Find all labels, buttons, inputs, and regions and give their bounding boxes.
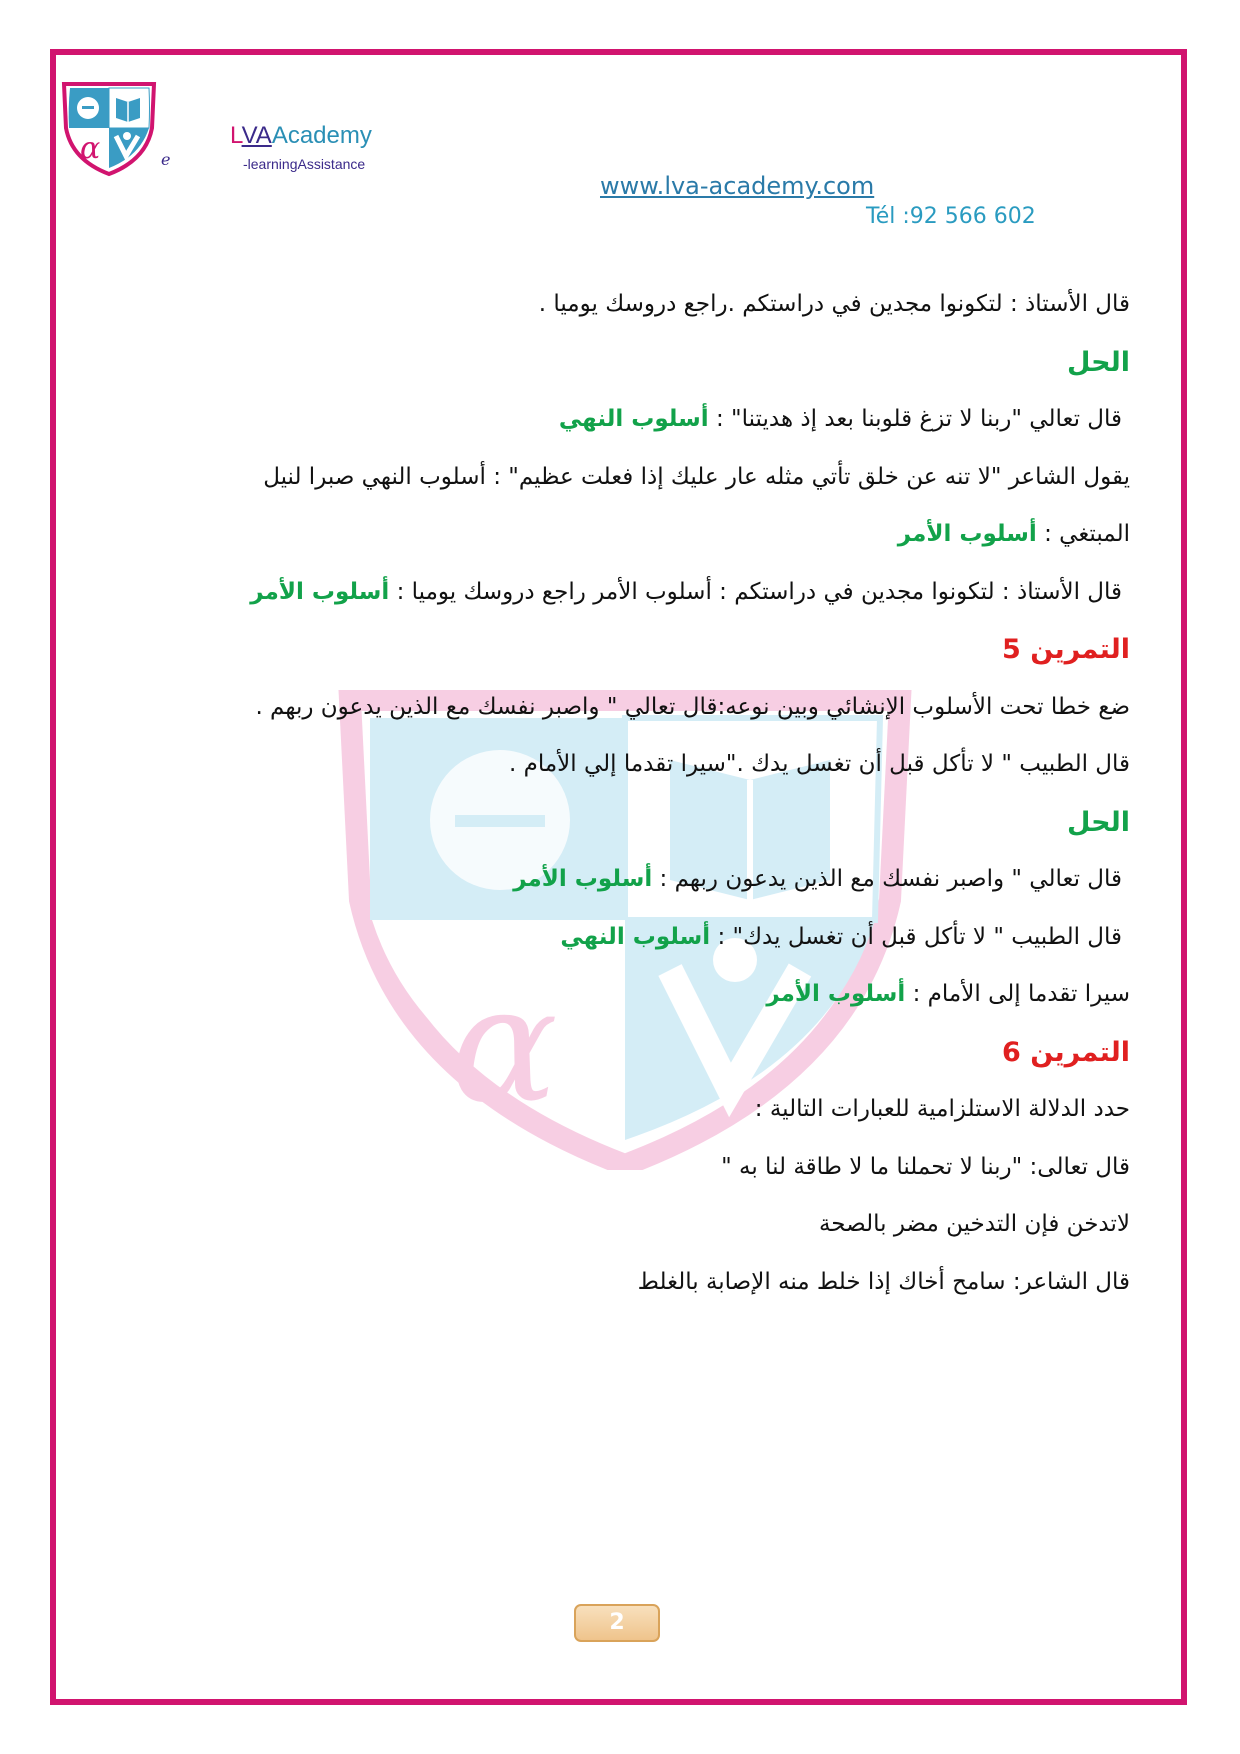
brand-va: VA [241, 122, 272, 149]
exercise5-line1: ضع خطا تحت الأسلوب الإنشائي وبين نوعه:قال تعالي " واصبر نفسك مع الذين يدعون ربهم . [255, 693, 1130, 720]
solution1-line4 [140, 564, 1130, 622]
phone-number: Tél :92 566 602 [866, 204, 1036, 229]
solution1-line3-tag: أسلوب الأمر [897, 521, 1037, 547]
solution1-line4-text: قال الأستاذ : لتكونوا مجدين في دراستكم : أسلوب الأمر راجع دروسك يوميا : [389, 578, 1122, 605]
solution1-line1 [140, 391, 1130, 449]
brand-academy: Academy [271, 122, 372, 149]
solution-heading-1: الحل [1067, 346, 1130, 378]
exercise6-line2: قال تعالى: "ربنا لا تحملنا ما لا طاقة لنا به " [721, 1153, 1130, 1180]
exercise6-line1: حدد الدلالة الاستلزامية للعبارات التالية : [754, 1096, 1130, 1122]
exercise5-heading: التمرين 5 [1002, 634, 1130, 665]
solution2-line3-text: سيرا تقدما إلى الأمام : [905, 981, 1130, 1007]
intro-line: قال الأستاذ : لتكونوا مجدين في دراستكم .راجع دروسك يوميا . [538, 291, 1130, 317]
page-content [140, 276, 1130, 1311]
solution2-line1 [140, 851, 1130, 909]
exercise6-line4: قال الشاعر: سامح أخاك إذا خلط منه الإصابة بالغلط [637, 1268, 1130, 1295]
solution1-line3 [140, 506, 1130, 564]
solution2-line2-tag: أسلوب النهي [560, 923, 711, 950]
brand-l: L [230, 122, 242, 149]
solution1-line1-text: قال تعالي "ربنا لا تزغ قلوبنا بعد إذ هديتنا" : [708, 406, 1122, 432]
solution1-line4-tag: أسلوب الأمر [250, 578, 390, 605]
page-number-badge: 2 [574, 1604, 660, 1642]
solution2-line1-text: قال تعالي " واصبر نفسك مع الذين يدعون ربهم : [652, 866, 1122, 892]
svg-text:α: α [450, 951, 559, 1138]
lva-logo-icon [56, 78, 166, 178]
solution2-line3-tag: أسلوب الأمر [766, 981, 906, 1007]
exercise6-line3: لاتدخن فإن التدخين مضر بالصحة [818, 1211, 1130, 1237]
solution2-line3 [140, 966, 1130, 1024]
solution2-line2 [140, 909, 1130, 967]
brand-name [230, 122, 372, 150]
solution1-line2: يقول الشاعر "لا تنه عن خلق تأتي مثله عار عليك إذا فعلت عظيم" : أسلوب النهي صبرا لنيل [263, 463, 1130, 490]
solution2-line1-tag: أسلوب الأمر [513, 866, 653, 892]
solution1-line3-text: المبتغي : [1036, 521, 1130, 547]
solution2-line2-text: قال الطبيب " لا تأكل قبل أن تغسل يدك" : [710, 923, 1122, 950]
logo-e-mark: e [161, 150, 171, 169]
exercise6-heading: التمرين 6 [1002, 1036, 1130, 1068]
brand-tagline: -learningAssistance [243, 156, 366, 172]
exercise5-line2: قال الطبيب " لا تأكل قبل أن تغسل يدك ."سيرا تقدما إلي الأمام . [508, 751, 1130, 777]
website-link[interactable]: www.lva-academy.com [600, 172, 875, 200]
solution1-line1-tag: أسلوب النهي [558, 406, 709, 432]
svg-text:α: α [80, 131, 101, 166]
solution-heading-2: الحل [1067, 806, 1130, 838]
